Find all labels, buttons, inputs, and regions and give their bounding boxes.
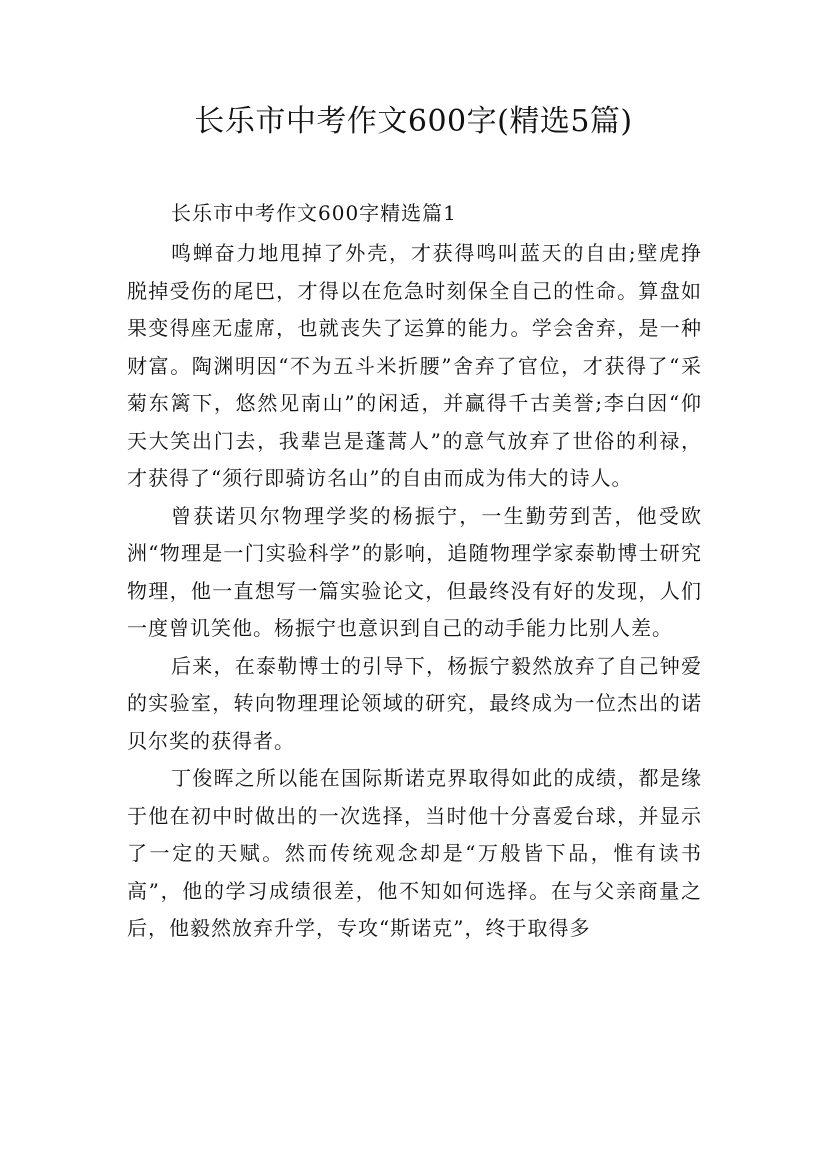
- section-heading: 长乐市中考作文600字精选篇1: [171, 201, 457, 225]
- paragraph-3: 后来，在泰勒博士的引导下，杨振宁毅然放弃了自己钟爱的实验室，转向物理理论领域的研究，最终成为一位杰出的诺贝尔奖的获得者。: [127, 653, 702, 753]
- document-title: 长乐市中考作文600字(精选5篇): [194, 104, 633, 139]
- paragraph-2: 曾获诺贝尔物理学奖的杨振宁，一生勤劳到苦，他受欧洲“物理是一门实验科学”的影响，追随物理学家泰勒博士研究物理，他一直想写一篇实验论文，但最终没有好的发现，人们一度曾讥笑他。杨振宁也意识到自己的动手能力比别人差。: [127, 503, 702, 640]
- document-body: [127, 191, 702, 948]
- paragraph-1: 鸣蝉奋力地甩掉了外壳，才获得鸣叫蓝天的自由;壁虎挣脱掉受伤的尾巴，才得以在危急时刻保全自己的性命。算盘如果变得座无虚席，也就丧失了运算的能力。学会舍弃，是一种财富。陶渊明因“不为五斗米折腰”舍弃了官位，才获得了“采菊东篱下，悠然见南山”的闲适，并赢得千古美誉;李白因“仰天大笑出门去，我辈岂是蓬蒿人”的意气放弃了世俗的利禄，才获得了“须行即骑访名山”的自由而成为伟大的诗人。: [127, 241, 702, 490]
- paragraph-4: 丁俊晖之所以能在国际斯诺克界取得如此的成绩，都是缘于他在初中时做出的一次选择，当时他十分喜爱台球，并显示了一定的天赋。然而传统观念却是“万般皆下品，惟有读书高”，他的学习成绩很差，他不知如何选择。在与父亲商量之后，他毅然放弃升学，专攻“斯诺克”，终于取得多: [127, 766, 702, 940]
